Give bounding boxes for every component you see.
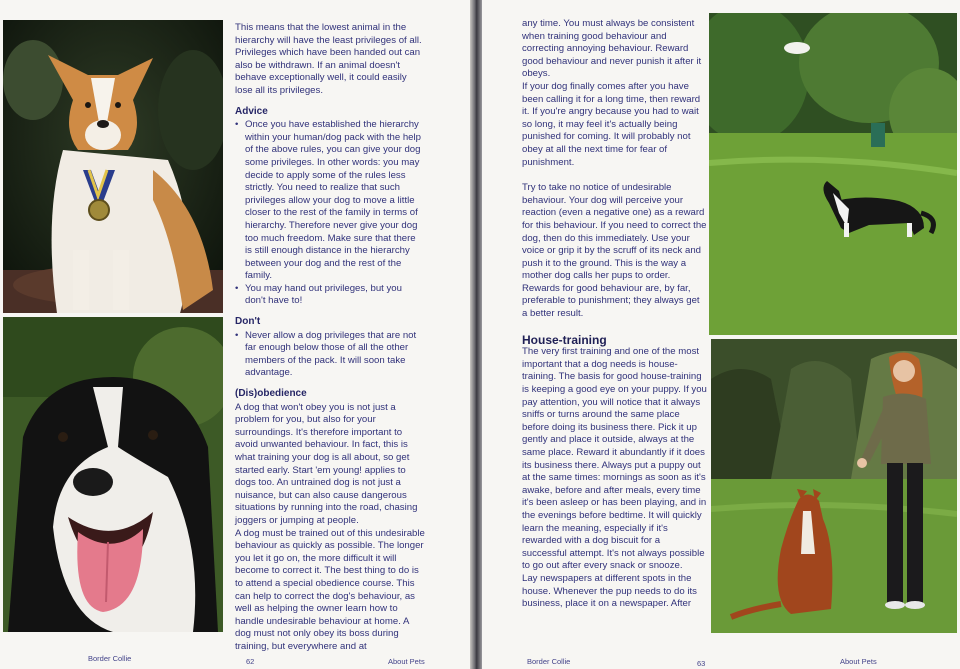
house-training-heading: House-training	[522, 332, 607, 347]
right-page	[482, 0, 960, 669]
photo-collie-closeup	[3, 317, 223, 632]
ignore-behaviour-paragraph: Try to take no notice of undesirable behaviour. Your dog will perceive your reaction (even a negative one) as a reward for this behaviour. If you need to correct the dog, then do this immediately. Use your voice or grip it by the scruff of its neck and push it to the ground. This is the way a mother dog calls her pups to order. Rewards for good behaviour are, by far, preferable to punishment; they always get a better result.	[522, 182, 707, 320]
footer-series-name: About Pets	[840, 657, 877, 666]
house-training-paragraph-1: The very first training and one of the most important that a dog needs is house-training. The basis for good house-training is keeping a good eye on your puppy. If you pay attention, you will notice that it always sniffs or turns around the same place before doing its business there. Pick it up gently and place it outside, always at the same place. Reward it abundantly if it does its business there. Always put a puppy out at the same times: mornings as soon as it's awake, before and after meals, every time it's been asleep or has been playing, and in the evenings before bedtime. It will quickly learn the meaning, especially if it's rewarded with a dog biscuit for a successful attempt. It's not always possible to go out after every snack or snooze.	[522, 346, 707, 572]
photo-collie-with-medal	[3, 20, 223, 313]
reward-paragraph: If your dog finally comes after you have been calling it for a long time, then reward it. If you're angry because you had to wait so long, it may feel it's actually being punished for coming. It will probably not obey at all the next time for fear of punishment.	[522, 80, 701, 168]
consistency-paragraph: any time. You must always be consistent when training good behaviour and correcting annoying behaviour. Reward good behaviour and never punish it after it obeys.	[522, 18, 702, 80]
dont-list	[235, 330, 425, 380]
photo-woman-with-collie	[711, 339, 957, 633]
footer-book-title: Border Collie	[88, 654, 132, 663]
obedience-heading: (Dis)obedience	[235, 388, 307, 400]
obedience-paragraph-1: A dog that won't obey you is not just a problem for you, but also for your surroundings. It's therefore important to avoid unwanted behaviour. In fact, this is what training your dog is all about, so get started early. Start 'em young! applies to dogs too. An untrained dog is not just a nuisance, but can also cause dangerous situations by running into the road, chasing joggers or jumping at people.	[235, 401, 418, 526]
book-gutter	[470, 0, 482, 669]
page-number: 63	[697, 659, 706, 668]
left-text-column	[235, 22, 425, 654]
dont-heading: Don't	[235, 316, 261, 328]
advice-item: • You may hand out privileges, but you don't have to!	[235, 283, 425, 308]
advice-item: • Once you have established the hierarchy within your human/dog pack with the help of the above rules, you can give your dog some privileges. In other words: you may decide to apply some of the rules less strictly. You need to realize that such privileges allow your dog to move a little closer to the rest of the family in terms of hierarchy. Therefore never give your dog too much freedom. Make sure that there is still enough distance in the hierarchy between your dog and the rest of the family.	[235, 119, 425, 283]
right-text-column	[522, 18, 707, 611]
advice-list	[235, 119, 425, 308]
intro-paragraph: This means that the lowest animal in the hierarchy will have the least privileges of all. Privileges which have been handed out can also be withdrawn. If an animal doesn't behave exceptionally well, it could easily lose all its privileges.	[235, 22, 422, 96]
obedience-paragraph-2: A dog must be trained out of this undesirable behaviour as quickly as possible. The longer you let it go on, the more difficult it will become to correct it. The best thing to do is to attend a special obedience course. This can help to correct the dog's behaviour, as well as helping the owner learn how to handle undesirable behaviour at home. A dog must not only obey its boss during training, but everywhere and at	[235, 527, 425, 652]
dont-item: • Never allow a dog privileges that are not far enough below those of all the other members of the pack. It will soon take advantage.	[235, 330, 425, 380]
advice-heading: Advice	[235, 105, 268, 117]
house-training-paragraph-2: Lay newspapers at different spots in the house. Whenever the pup needs to do its business, place it on a newspaper. After	[522, 572, 697, 610]
left-page	[0, 0, 470, 669]
photo-collie-frisbee	[709, 13, 957, 335]
footer-series-name: About Pets	[388, 657, 425, 666]
page-number: 62	[246, 657, 255, 666]
footer-book-title: Border Collie	[527, 657, 571, 666]
